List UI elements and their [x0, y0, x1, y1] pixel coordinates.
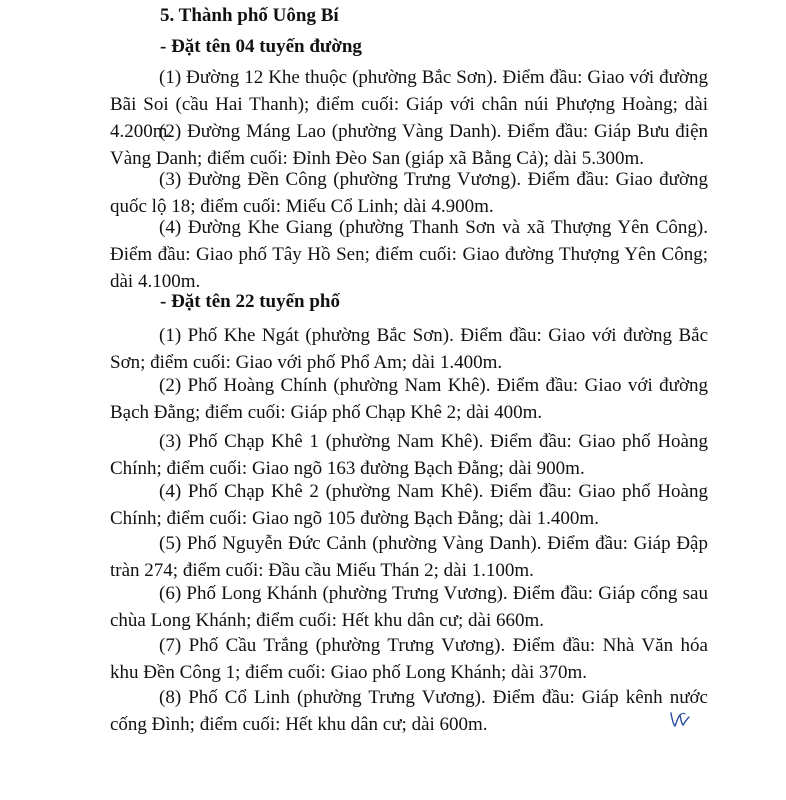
road-item-2: (2) Đường Máng Lao (phường Vàng Danh). Điểm đầu: Giáp Bưu điện Vàng Danh; điểm cuối: Đỉnh Đèo San (giáp xã Bằng Cả); dài 5.300m.: [110, 121, 708, 169]
street-item-8: (8) Phố Cổ Linh (phường Trưng Vương). Điểm đầu: Giáp kênh nước cống Đình; điểm cuối: Hết khu dân cư; dài 600m.: [110, 687, 708, 735]
street-item-6: (6) Phố Long Khánh (phường Trưng Vương). Điểm đầu: Giáp cổng sau chùa Long Khánh; điểm cuối: Hết khu dân cư; dài 660m.: [110, 583, 708, 631]
street-item-4: (4) Phố Chạp Khê 2 (phường Nam Khê). Điểm đầu: Giao phố Hoàng Chính; điểm cuối: Giao ngõ 105 đường Bạch Đằng; dài 1.400m.: [110, 481, 708, 529]
section-title: 5. Thành phố Uông Bí: [160, 5, 339, 26]
street-item-5: (5) Phố Nguyễn Đức Cảnh (phường Vàng Danh). Điểm đầu: Giáp Đập tràn 274; điểm cuối: Đầu cầu Miếu Thán 2; dài 1.100m.: [110, 533, 708, 581]
road-item-1: (1) Đường 12 Khe thuộc (phường Bắc Sơn). Điểm đầu: Giao với đường Bãi Soi (cầu Hai Thanh); điểm cuối: Giáp với chân núi Phượng Hoàng; dài 4.200m.: [110, 67, 708, 142]
street-item-2: (2) Phố Hoàng Chính (phường Nam Khê). Điểm đầu: Giao với đường Bạch Đằng; điểm cuối: Giáp phố Chạp Khê 2; dài 400m.: [110, 375, 708, 423]
street-item-7: (7) Phố Cầu Trắng (phường Trưng Vương). Điểm đầu: Nhà Văn hóa khu Đền Công 1; điểm cuối: Giao phố Long Khánh; dài 370m.: [110, 635, 708, 683]
streets-heading: - Đặt tên 22 tuyến phố: [160, 291, 340, 312]
street-item-1: (1) Phố Khe Ngát (phường Bắc Sơn). Điểm đầu: Giao với đường Bắc Sơn; điểm cuối: Giao với phố Phổ Am; dài 1.400m.: [110, 325, 708, 373]
street-item-3: (3) Phố Chạp Khê 1 (phường Nam Khê). Điểm đầu: Giao phố Hoàng Chính; điểm cuối: Giao ngõ 163 đường Bạch Đằng; dài 900m.: [110, 431, 708, 479]
handwritten-initials: [668, 707, 692, 729]
roads-heading: - Đặt tên 04 tuyến đường: [160, 36, 362, 57]
road-item-3: (3) Đường Đền Công (phường Trưng Vương). Điểm đầu: Giao đường quốc lộ 18; điểm cuối: Miếu Cổ Linh; dài 4.900m.: [110, 169, 708, 217]
road-item-4: (4) Đường Khe Giang (phường Thanh Sơn và xã Thượng Yên Công). Điểm đầu: Giao phố Tây Hồ Sen; điểm cuối: Giao đường Thượng Yên Công; dài 4.100m.: [110, 217, 708, 292]
